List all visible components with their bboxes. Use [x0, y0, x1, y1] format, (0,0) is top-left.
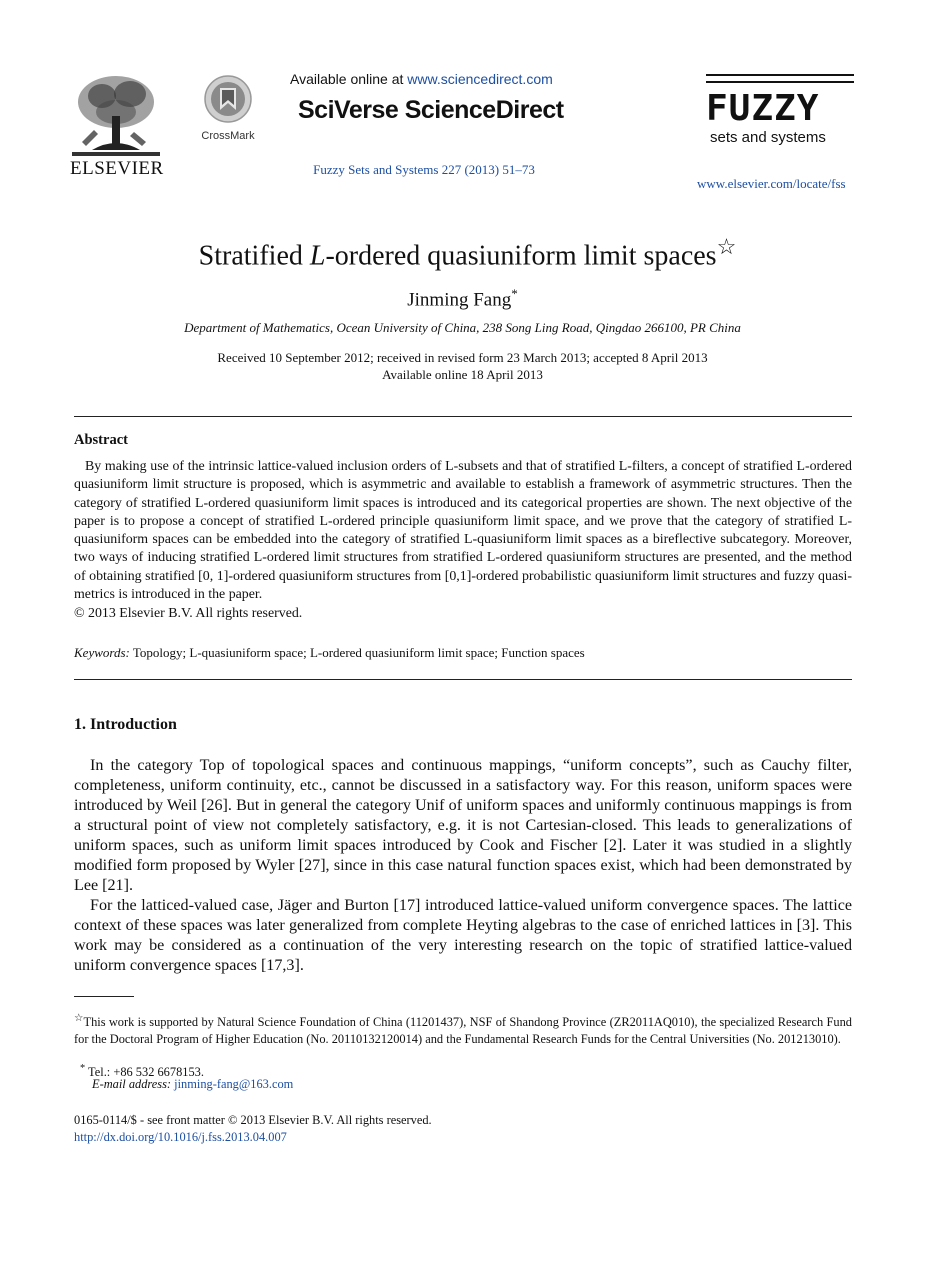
email-link[interactable]: jinming-fang@163.com	[174, 1077, 294, 1091]
logo-rule	[706, 81, 854, 83]
available-online-date: Available online 18 April 2013	[382, 367, 543, 382]
tel-footnote-mark: *	[80, 1063, 86, 1074]
crossmark-icon	[203, 74, 253, 124]
front-matter	[74, 1112, 432, 1146]
affiliation: Department of Mathematics, Ocean University of China, 238 Song Ling Road, Qingdao 266100, PR China	[184, 320, 741, 335]
article-title	[0, 234, 935, 272]
abstract-copyright: © 2013 Elsevier B.V. All rights reserved.	[74, 606, 303, 621]
title-text-italic: L	[309, 240, 326, 272]
crossmark-label: CrossMark	[201, 130, 255, 142]
title-text-2: -ordered quasiuniform limit spaces	[325, 240, 717, 272]
journal-logo	[706, 74, 854, 146]
section-heading-introduction: 1. Introduction	[74, 716, 177, 733]
received-dates: Received 10 September 2012; received in revised form 23 March 2013; accepted 8 April 2013	[217, 350, 708, 365]
journal-logo-main: FUZZY	[706, 88, 820, 129]
journal-url[interactable]: www.elsevier.com/locate/fss	[697, 176, 846, 191]
keywords-label: Keywords:	[74, 645, 130, 660]
funding-footnote-mark: ☆	[74, 1013, 84, 1024]
available-prefix: Available online at	[290, 71, 408, 87]
abstract-bottom-rule	[74, 679, 852, 680]
author-line	[0, 286, 925, 311]
elsevier-wordmark: ELSEVIER	[70, 158, 164, 179]
doi-link[interactable]: http://dx.doi.org/10.1016/j.fss.2013.04.007	[74, 1130, 287, 1144]
journal-citation-link[interactable]: Fuzzy Sets and Systems 227 (2013) 51–73	[313, 162, 535, 177]
elsevier-logo	[70, 72, 162, 180]
intro-paragraph-1: In the category Top of topological spaces and continuous mappings, “uniform concepts”, such as Cauchy filter, completeness, uniform continuity, etc., cannot be discussed in a satisfactory way. For this reason, uniform spaces were introduced by Weil [26]. But in general the category Unif of uniform spaces and uniformly continuous mappings is from a structural point of view not completely satisfactory, e.g. it is not Cartesian-closed. This leads to generalizations of uniform spaces, such as uniform limit spaces introduced by Cook and Fischer [2]. Later it was studied in a slightly modified form proposed by Wyler [27], since in this case natural function spaces exist, which had been demonstrated by Lee [21].	[74, 757, 852, 894]
keywords-list: Topology; L-quasiuniform space; L-ordered quasiuniform limit space; Function spaces	[129, 645, 585, 660]
tel-text: Tel.: +86 532 6678153.	[85, 1065, 204, 1080]
article-dates	[0, 349, 925, 383]
abstract-top-rule	[74, 416, 852, 417]
elsevier-tree-icon	[72, 72, 160, 156]
funding-text: This work is supported by Natural Science Foundation of China (11201437), NSF of Shandong Province (ZR2011AQ010), the specialized Research Fund for the Doctoral Program of Higher Education (No. 20110132120014) and the Fundamental Research Funds for the Central Universities (No. 201213010).	[74, 1015, 852, 1047]
abstract-heading: Abstract	[74, 432, 128, 448]
title-footnote-mark[interactable]: ☆	[716, 234, 737, 259]
issn-line: 0165-0114/$ - see front matter © 2013 Elsevier B.V. All rights reserved.	[74, 1113, 432, 1127]
funding-footnote	[74, 1010, 852, 1048]
crossmark-badge[interactable]	[197, 74, 259, 142]
journal-logo-sub: sets and systems	[710, 129, 826, 146]
footnote-rule	[74, 996, 134, 997]
journal-homepage-link[interactable]	[697, 176, 846, 192]
email-label: E-mail address:	[92, 1077, 172, 1091]
available-online-line	[290, 71, 553, 87]
sciverse-wordmark: SciVerse ScienceDirect	[298, 96, 564, 124]
logo-rule	[706, 74, 854, 76]
email-footnote	[92, 1076, 870, 1093]
sciencedirect-link[interactable]: www.sciencedirect.com	[407, 71, 553, 87]
author-name: Jinming Fang	[407, 289, 512, 311]
abstract-text: By making use of the intrinsic lattice-valued inclusion orders of L-subsets and that of stratified L-filters, a concept of stratified L-ordered quasiuniform limit structure is proposed, which is asymmetric and available to establish a framework of asymmetric structures. Then the category of stratified L-ordered quasiuniform limit spaces is introduced and its categorical properties are shown. The next objective of the paper is to propose a concept of stratified L-ordered principle quasiuniform limit space, and we prove that the category of stratified L-quasiuniform spaces can be embedded into the category of stratified L-quasiuniform limit spaces as a bireflective subcategory. Moreover, two ways of inducing stratified L-ordered limit structures from stratified L-ordered quasiuniform structures are presented, and the method of obtaining stratified [0, 1]-ordered quasiuniform structures from [0,1]-ordered probabilistic quasiuniform limit structures and fuzzy quasi-metrics is introduced in the paper.	[74, 459, 852, 603]
keywords-line	[74, 645, 585, 661]
title-text-1: Stratified	[198, 240, 310, 272]
author-footnote-mark[interactable]: *	[511, 286, 518, 301]
intro-paragraph-2: For the latticed-valued case, Jäger and Burton [17] introduced lattice-valued uniform convergence spaces. The lattice context of these spaces was later generalized from complete Heyting algebras to the case of enriched lattices in [3]. This work may be considered as a continuation of the very interesting research on the topic of stratified lattice-valued uniform convergence spaces [17,3].	[74, 897, 852, 974]
